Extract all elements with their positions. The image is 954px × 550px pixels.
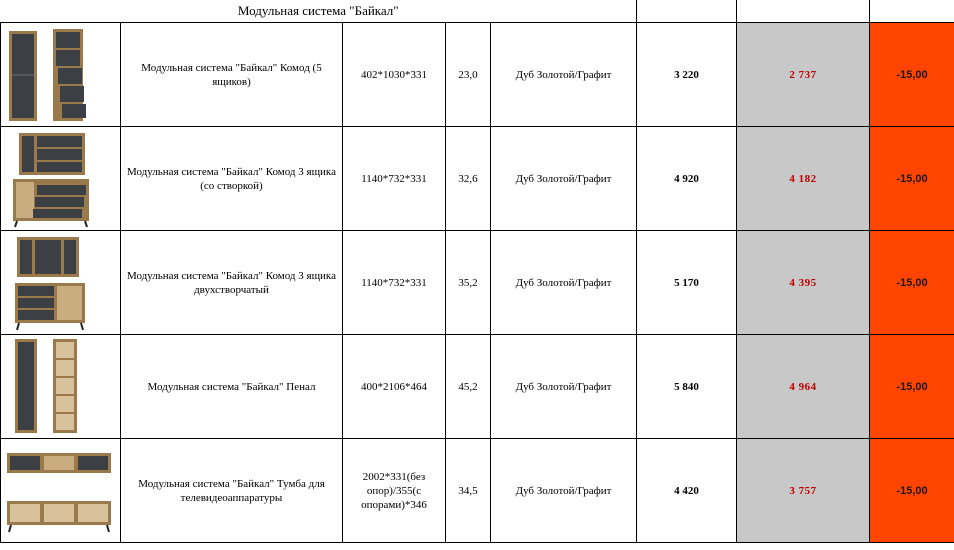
product-image-cell xyxy=(1,127,121,231)
product-color: Дуб Золотой/Графит xyxy=(491,335,637,439)
header-cell-discount xyxy=(870,0,954,23)
product-name: Модульная система "Байкал" Тумба для телевидеоаппаратуры xyxy=(121,439,343,543)
chest-5-drawers-icon xyxy=(1,23,119,126)
product-name: Модульная система "Байкал" Комод (5 ящиков) xyxy=(121,23,343,127)
product-image-cell xyxy=(1,231,121,335)
discount-percent: -15,00 xyxy=(870,439,954,543)
product-name: Модульная система "Байкал" Комод 3 ящика двухстворчатый xyxy=(121,231,343,335)
product-image-cell xyxy=(1,335,121,439)
product-price: 3 220 xyxy=(637,23,737,127)
product-name: Модульная система "Байкал" Комод 3 ящика (со створкой) xyxy=(121,127,343,231)
discount-percent: -15,00 xyxy=(870,335,954,439)
header-cell-price xyxy=(637,0,737,23)
table-row xyxy=(1,335,954,439)
product-size: 402*1030*331 xyxy=(343,23,446,127)
product-color: Дуб Золотой/Графит xyxy=(491,23,637,127)
promo-price: 3 757 xyxy=(737,439,870,543)
product-color: Дуб Золотой/Графит xyxy=(491,231,637,335)
product-weight: 35,2 xyxy=(446,231,491,335)
tv-stand-icon xyxy=(1,439,119,542)
product-size: 1140*732*331 xyxy=(343,127,446,231)
promo-price: 4 395 xyxy=(737,231,870,335)
product-size: 400*2106*464 xyxy=(343,335,446,439)
discount-percent: -15,00 xyxy=(870,127,954,231)
table-row xyxy=(1,23,954,127)
product-image-cell xyxy=(1,23,121,127)
product-size: 2002*331(без опор)/355(с опорами)*346 xyxy=(343,439,446,543)
product-weight: 34,5 xyxy=(446,439,491,543)
product-price: 4 920 xyxy=(637,127,737,231)
sheet-title: Модульная система "Байкал" xyxy=(1,0,637,23)
product-color: Дуб Золотой/Графит xyxy=(491,127,637,231)
promo-price: 4 182 xyxy=(737,127,870,231)
promo-price: 4 964 xyxy=(737,335,870,439)
header-cell-promo xyxy=(737,0,870,23)
tall-cabinet-icon xyxy=(1,335,119,438)
product-image-cell xyxy=(1,439,121,543)
product-price: 5 170 xyxy=(637,231,737,335)
product-weight: 23,0 xyxy=(446,23,491,127)
product-color: Дуб Золотой/Графит xyxy=(491,439,637,543)
table-row xyxy=(1,231,954,335)
chest-3-drawers-door-icon xyxy=(1,127,119,230)
product-name: Модульная система "Байкал" Пенал xyxy=(121,335,343,439)
promo-price: 2 737 xyxy=(737,23,870,127)
product-weight: 32,6 xyxy=(446,127,491,231)
table-row xyxy=(1,439,954,543)
product-price: 5 840 xyxy=(637,335,737,439)
chest-3-drawers-two-doors-icon xyxy=(1,231,119,334)
header-row xyxy=(1,0,954,23)
product-price: 4 420 xyxy=(637,439,737,543)
product-weight: 45,2 xyxy=(446,335,491,439)
table-row xyxy=(1,127,954,231)
product-size: 1140*732*331 xyxy=(343,231,446,335)
discount-percent: -15,00 xyxy=(870,231,954,335)
discount-percent: -15,00 xyxy=(870,23,954,127)
